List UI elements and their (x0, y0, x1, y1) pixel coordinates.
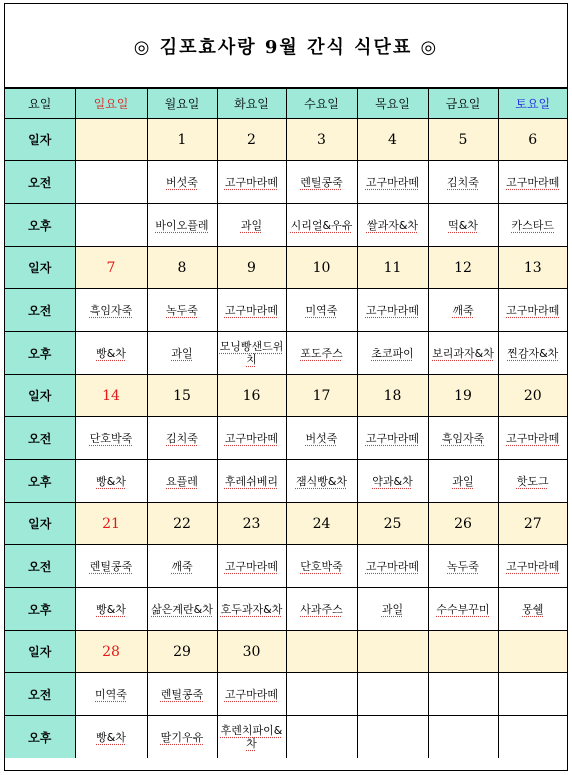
afternoon-snack-cell (286, 460, 357, 503)
date-row-label: 일자 (5, 119, 75, 161)
menu-item: 렌틸콩죽 (300, 175, 343, 189)
afternoon-snack-cell (498, 204, 567, 247)
menu-item: 과일 (240, 218, 263, 232)
date-row (5, 247, 567, 289)
morning-snack-cell (498, 289, 567, 332)
menu-item: 과일 (381, 602, 404, 616)
afternoon-snack-cell (357, 204, 428, 247)
menu-item: 버섯죽 (166, 175, 198, 189)
menu-item: 김치죽 (166, 431, 198, 445)
morning-snack-cell (498, 161, 567, 204)
date-cell: 24 (286, 503, 357, 545)
morning-snack-cell (147, 673, 217, 716)
date-cell: 2 (217, 119, 286, 161)
afternoon-snack-cell (217, 204, 286, 247)
morning-row (5, 289, 567, 332)
menu-item: 김치죽 (447, 175, 479, 189)
menu-item: 단호박죽 (300, 559, 343, 573)
menu-item: 빵&차 (96, 346, 126, 360)
morning-snack-cell (217, 545, 286, 588)
am-row-label: 오전 (5, 417, 75, 460)
date-cell (498, 631, 567, 673)
date-cell: 11 (357, 247, 428, 289)
morning-snack-cell (286, 289, 357, 332)
afternoon-snack-cell (286, 716, 357, 759)
menu-item: 잼식빵&차 (295, 474, 348, 488)
weekday-header-row (5, 89, 567, 119)
date-cell: 3 (286, 119, 357, 161)
menu-item: 녹두죽 (447, 559, 479, 573)
afternoon-snack-cell (147, 460, 217, 503)
menu-item: 고구마라떼 (365, 559, 420, 573)
menu-item: 호두과자&차 (220, 602, 283, 616)
date-row (5, 375, 567, 417)
menu-item: 핫도그 (516, 474, 549, 488)
menu-item: 버섯죽 (305, 431, 338, 445)
date-cell: 21 (75, 503, 147, 545)
morning-row (5, 673, 567, 716)
morning-snack-cell (428, 673, 498, 716)
menu-item: 고구마라떼 (365, 303, 420, 317)
afternoon-row (5, 716, 567, 759)
afternoon-snack-cell (217, 716, 286, 759)
menu-item: 포도주스 (300, 346, 343, 360)
morning-snack-cell (75, 673, 147, 716)
morning-snack-cell (498, 545, 567, 588)
menu-item: 약과&차 (372, 474, 413, 488)
date-cell: 25 (357, 503, 428, 545)
afternoon-snack-cell (147, 588, 217, 631)
title-area (5, 4, 567, 88)
afternoon-snack-cell (428, 460, 498, 503)
page-title: ◎ 김포효사랑 9월 간식 식단표 ◎ (133, 36, 439, 58)
morning-snack-cell (286, 545, 357, 588)
menu-item: 고구마라떼 (365, 175, 420, 189)
menu-item: 모닝빵샌드위치 (219, 340, 284, 366)
header-friday: 금요일 (428, 89, 498, 119)
morning-row (5, 161, 567, 204)
morning-snack-cell (428, 161, 498, 204)
afternoon-snack-cell (357, 716, 428, 759)
date-row-label: 일자 (5, 247, 75, 289)
menu-item: 흑임자죽 (89, 303, 133, 317)
morning-snack-cell (217, 417, 286, 460)
date-cell: 23 (217, 503, 286, 545)
am-row-label: 오전 (5, 289, 75, 332)
morning-snack-cell (75, 161, 147, 204)
date-cell: 1 (147, 119, 217, 161)
morning-snack-cell (217, 289, 286, 332)
pm-row-label: 오후 (5, 332, 75, 375)
menu-item: 렌틸콩죽 (89, 559, 133, 573)
afternoon-snack-cell (428, 332, 498, 375)
menu-item: 초코파이 (371, 346, 414, 360)
date-row-label: 일자 (5, 631, 75, 673)
menu-item: 요플레 (166, 474, 198, 488)
pm-row-label: 오후 (5, 716, 75, 759)
menu-item: 고구마라떼 (224, 687, 279, 701)
date-cell: 8 (147, 247, 217, 289)
afternoon-snack-cell (75, 588, 147, 631)
afternoon-snack-cell (498, 460, 567, 503)
afternoon-snack-cell (75, 204, 147, 247)
afternoon-snack-cell (357, 460, 428, 503)
menu-item: 빵&차 (96, 474, 126, 488)
am-row-label: 오전 (5, 545, 75, 588)
menu-item: 보리과자&차 (432, 346, 494, 360)
afternoon-snack-cell (428, 716, 498, 759)
menu-item: 쌀과자&차 (366, 218, 419, 232)
morning-snack-cell (286, 161, 357, 204)
afternoon-row (5, 204, 567, 247)
date-cell (75, 119, 147, 161)
afternoon-row (5, 332, 567, 375)
date-row (5, 503, 567, 545)
menu-item: 후렌치파이&차 (220, 724, 283, 750)
afternoon-snack-cell (498, 332, 567, 375)
snack-menu-table (5, 88, 567, 758)
menu-item: 찐감자&차 (507, 346, 559, 360)
menu-item: 빵&차 (96, 602, 126, 616)
afternoon-snack-cell (286, 588, 357, 631)
pm-row-label: 오후 (5, 588, 75, 631)
header-wednesday: 수요일 (286, 89, 357, 119)
afternoon-snack-cell (147, 716, 217, 759)
header-monday: 월요일 (147, 89, 217, 119)
menu-item: 고구마라떼 (224, 431, 279, 445)
menu-item: 삶은계란&차 (151, 602, 213, 616)
date-cell: 13 (498, 247, 567, 289)
morning-snack-cell (147, 289, 217, 332)
header-label: 요일 (5, 89, 75, 119)
date-cell: 28 (75, 631, 147, 673)
date-cell: 12 (428, 247, 498, 289)
afternoon-snack-cell (75, 332, 147, 375)
menu-item: 후레쉬베리 (224, 474, 279, 488)
morning-snack-cell (428, 545, 498, 588)
menu-item: 고구마라떼 (224, 559, 279, 573)
date-cell: 22 (147, 503, 217, 545)
morning-snack-cell (217, 161, 286, 204)
morning-row (5, 545, 567, 588)
date-cell: 7 (75, 247, 147, 289)
afternoon-snack-cell (75, 716, 147, 759)
menu-item: 고구마라떼 (506, 431, 560, 445)
am-row-label: 오전 (5, 161, 75, 204)
afternoon-row (5, 588, 567, 631)
menu-item: 고구마라떼 (506, 303, 560, 317)
afternoon-snack-cell (147, 204, 217, 247)
date-row (5, 631, 567, 673)
menu-item: 딸기우유 (160, 730, 204, 744)
menu-item: 과일 (171, 346, 193, 360)
menu-item: 미역죽 (305, 303, 338, 317)
afternoon-snack-cell (428, 204, 498, 247)
morning-snack-cell (75, 545, 147, 588)
menu-item: 미역죽 (95, 687, 127, 701)
date-cell: 10 (286, 247, 357, 289)
afternoon-snack-cell (217, 460, 286, 503)
menu-item: 카스타드 (511, 218, 554, 232)
date-cell (428, 631, 498, 673)
menu-item: 고구마라떼 (224, 175, 279, 189)
date-cell: 29 (147, 631, 217, 673)
date-cell: 17 (286, 375, 357, 417)
morning-snack-cell (286, 673, 357, 716)
header-thursday: 목요일 (357, 89, 428, 119)
morning-snack-cell (147, 545, 217, 588)
afternoon-snack-cell (498, 588, 567, 631)
pm-row-label: 오후 (5, 204, 75, 247)
menu-item: 떡&차 (448, 218, 478, 232)
menu-item: 바이오플레 (155, 218, 209, 232)
date-cell: 30 (217, 631, 286, 673)
table-body (5, 89, 567, 759)
menu-item: 몽쉘 (522, 602, 544, 616)
morning-snack-cell (498, 417, 567, 460)
morning-snack-cell (217, 673, 286, 716)
menu-item: 고구마라떼 (506, 175, 560, 189)
morning-row (5, 417, 567, 460)
date-cell: 16 (217, 375, 286, 417)
date-cell: 5 (428, 119, 498, 161)
menu-item: 고구마라떼 (224, 303, 279, 317)
menu-item: 빵&차 (96, 730, 126, 744)
menu-item: 단호박죽 (89, 431, 133, 445)
menu-item: 과일 (452, 474, 474, 488)
date-row (5, 119, 567, 161)
date-row-label: 일자 (5, 503, 75, 545)
date-cell: 20 (498, 375, 567, 417)
morning-snack-cell (147, 417, 217, 460)
morning-snack-cell (75, 289, 147, 332)
menu-item: 깨죽 (452, 303, 474, 317)
menu-item: 고구마라떼 (365, 431, 420, 445)
morning-snack-cell (357, 417, 428, 460)
morning-snack-cell (357, 289, 428, 332)
menu-item: 시리얼&우유 (290, 218, 353, 232)
afternoon-snack-cell (357, 588, 428, 631)
am-row-label: 오전 (5, 673, 75, 716)
date-cell: 6 (498, 119, 567, 161)
date-cell: 27 (498, 503, 567, 545)
header-sunday: 일요일 (75, 89, 147, 119)
date-cell: 14 (75, 375, 147, 417)
menu-item: 녹두죽 (166, 303, 198, 317)
menu-item: 사과주스 (300, 602, 343, 616)
afternoon-snack-cell (286, 204, 357, 247)
pm-row-label: 오후 (5, 460, 75, 503)
afternoon-snack-cell (498, 716, 567, 759)
date-cell: 4 (357, 119, 428, 161)
afternoon-snack-cell (428, 588, 498, 631)
menu-item: 고구마라떼 (506, 559, 560, 573)
afternoon-snack-cell (357, 332, 428, 375)
afternoon-snack-cell (286, 332, 357, 375)
morning-snack-cell (428, 417, 498, 460)
date-row-label: 일자 (5, 375, 75, 417)
morning-snack-cell (357, 673, 428, 716)
menu-item: 렌틸콩죽 (160, 687, 204, 701)
menu-item: 깨죽 (171, 559, 193, 573)
morning-snack-cell (357, 161, 428, 204)
afternoon-snack-cell (147, 332, 217, 375)
morning-snack-cell (286, 417, 357, 460)
afternoon-snack-cell (217, 332, 286, 375)
afternoon-row (5, 460, 567, 503)
date-cell: 18 (357, 375, 428, 417)
menu-sheet (4, 3, 568, 771)
menu-item: 수수부꾸미 (436, 602, 490, 616)
afternoon-snack-cell (75, 460, 147, 503)
date-cell (357, 631, 428, 673)
morning-snack-cell (147, 161, 217, 204)
morning-snack-cell (75, 417, 147, 460)
menu-item: 흑임자죽 (441, 431, 485, 445)
header-saturday: 토요일 (498, 89, 567, 119)
date-cell: 15 (147, 375, 217, 417)
morning-snack-cell (357, 545, 428, 588)
afternoon-snack-cell (217, 588, 286, 631)
date-cell (286, 631, 357, 673)
date-cell: 9 (217, 247, 286, 289)
header-tuesday: 화요일 (217, 89, 286, 119)
morning-snack-cell (428, 289, 498, 332)
date-cell: 26 (428, 503, 498, 545)
date-cell: 19 (428, 375, 498, 417)
morning-snack-cell (498, 673, 567, 716)
